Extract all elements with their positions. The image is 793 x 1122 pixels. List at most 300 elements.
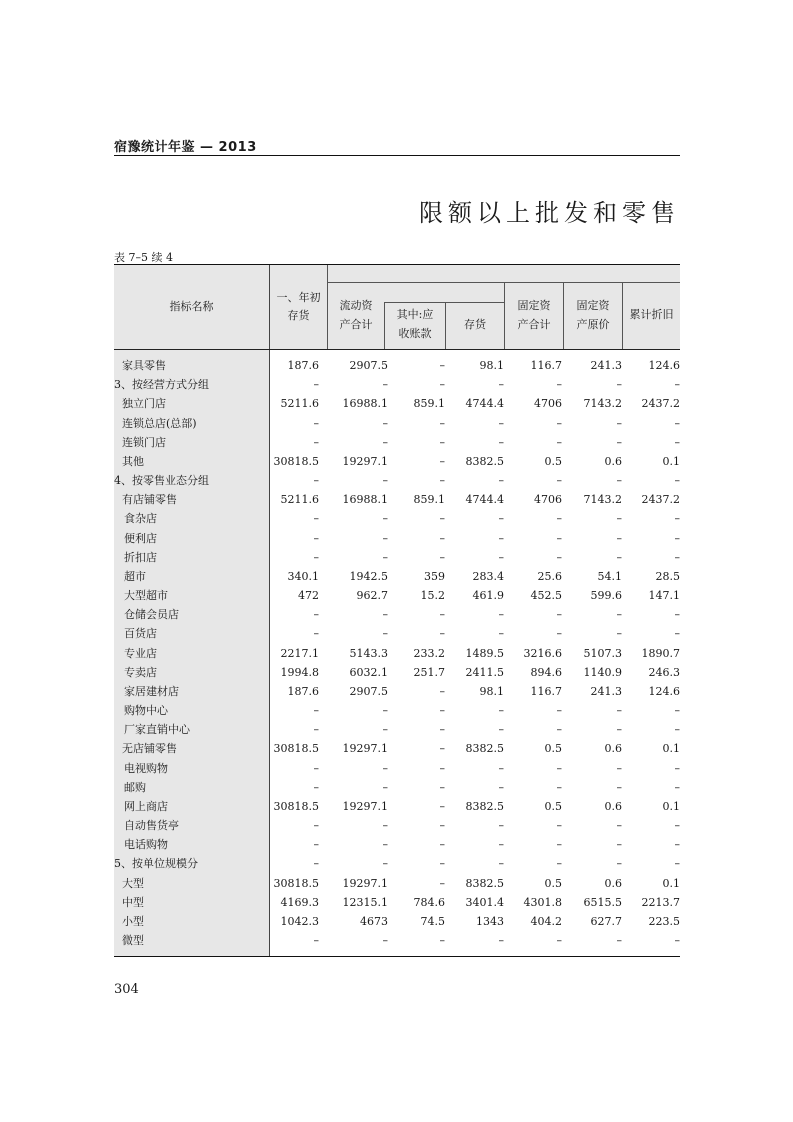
row-value: – xyxy=(616,627,622,641)
row-value: – xyxy=(313,723,319,737)
row-value: 2907.5 xyxy=(349,359,388,372)
row-value: – xyxy=(616,838,622,852)
row-value: 251.7 xyxy=(413,665,445,679)
row-value: 962.7 xyxy=(356,589,388,603)
row-value: – xyxy=(313,627,319,641)
row-value: 233.2 xyxy=(413,646,445,660)
row-value: 30818.5 xyxy=(273,454,319,468)
row-value: 7143.2 xyxy=(583,493,622,507)
table-row xyxy=(114,605,680,624)
row-value: 4706 xyxy=(534,397,562,411)
table-row xyxy=(114,529,680,548)
row-value: 0.6 xyxy=(604,876,622,890)
row-value: 30818.5 xyxy=(273,742,319,756)
table-row xyxy=(114,816,680,835)
row-value: 241.3 xyxy=(590,684,622,698)
table-row xyxy=(114,778,680,797)
row-value: – xyxy=(616,780,622,794)
row-value: 894.6 xyxy=(530,665,562,679)
row-value: 116.7 xyxy=(530,684,562,698)
page-number: 304 xyxy=(114,982,139,997)
row-value: 6032.1 xyxy=(349,665,388,679)
row-value: 452.5 xyxy=(530,589,562,603)
header-current-assets-line1: 流动资 xyxy=(339,299,373,312)
row-value: – xyxy=(556,723,562,737)
row-value: 0.1 xyxy=(662,799,680,813)
row-value: – xyxy=(498,608,504,622)
table-row xyxy=(114,874,680,893)
row-value: 28.5 xyxy=(655,569,680,583)
row-value: 246.3 xyxy=(648,665,680,679)
row-value: 3216.6 xyxy=(523,646,562,660)
row-value: – xyxy=(382,531,388,545)
row-value: – xyxy=(616,857,622,871)
row-value: – xyxy=(556,838,562,852)
row-label: 连锁总店(总部) xyxy=(122,416,197,430)
row-value: 25.6 xyxy=(537,569,562,583)
row-value: 0.1 xyxy=(662,454,680,468)
table-row xyxy=(114,854,680,873)
row-value: – xyxy=(674,780,680,794)
row-value: – xyxy=(556,378,562,392)
row-value: 8382.5 xyxy=(465,799,504,813)
row-value: 54.1 xyxy=(597,569,622,583)
row-value: – xyxy=(382,627,388,641)
row-value: 1890.7 xyxy=(641,646,680,660)
row-value: – xyxy=(313,435,319,449)
row-label: 独立门店 xyxy=(122,397,166,411)
row-value: – xyxy=(382,934,388,948)
row-value: – xyxy=(556,627,562,641)
row-label: 中型 xyxy=(122,895,144,909)
row-value: – xyxy=(498,378,504,392)
row-value: – xyxy=(313,512,319,526)
row-value: 2907.5 xyxy=(349,684,388,698)
row-value: 187.6 xyxy=(287,359,319,372)
row-value: – xyxy=(313,531,319,545)
row-label: 小型 xyxy=(122,914,144,928)
table-row xyxy=(114,471,680,490)
table-row xyxy=(114,835,680,854)
row-value: – xyxy=(439,838,445,852)
row-value: – xyxy=(382,608,388,622)
row-value: – xyxy=(498,723,504,737)
row-value: – xyxy=(313,474,319,488)
table-row xyxy=(114,912,680,931)
row-value: 124.6 xyxy=(648,684,680,698)
row-label: 超市 xyxy=(124,569,146,583)
row-value: 627.7 xyxy=(590,914,622,928)
row-value: – xyxy=(313,780,319,794)
row-value: 404.2 xyxy=(530,914,562,928)
row-value: – xyxy=(313,378,319,392)
row-value: 8382.5 xyxy=(465,742,504,756)
table-bottom-rule xyxy=(114,956,680,957)
row-label: 3、按经营方式分组 xyxy=(114,378,209,392)
row-value: 30818.5 xyxy=(273,876,319,890)
row-label: 食杂店 xyxy=(124,512,157,526)
chapter-title: 限额以上批发和零售 xyxy=(419,199,680,227)
row-value: 0.5 xyxy=(544,742,562,756)
row-label: 专卖店 xyxy=(124,665,157,679)
table-row xyxy=(114,663,680,682)
row-value: – xyxy=(674,512,680,526)
row-value: – xyxy=(439,780,445,794)
row-value: 5107.3 xyxy=(583,646,622,660)
row-value: 19297.1 xyxy=(342,742,388,756)
row-value: – xyxy=(498,780,504,794)
row-value: – xyxy=(674,608,680,622)
row-value: 74.5 xyxy=(420,914,445,928)
row-value: – xyxy=(313,550,319,564)
row-value: – xyxy=(498,704,504,718)
row-value: 147.1 xyxy=(648,589,680,603)
row-label: 连锁门店 xyxy=(122,435,166,449)
table-row xyxy=(114,490,680,509)
data-table xyxy=(114,264,680,958)
row-value: – xyxy=(674,474,680,488)
row-value: – xyxy=(498,627,504,641)
row-value: 4706 xyxy=(534,493,562,507)
row-value: 12315.1 xyxy=(342,895,388,909)
table-row xyxy=(114,375,680,394)
row-value: 19297.1 xyxy=(342,454,388,468)
row-value: – xyxy=(439,454,445,468)
table-row xyxy=(114,509,680,528)
row-value: – xyxy=(382,416,388,430)
row-value: – xyxy=(556,416,562,430)
row-value: 19297.1 xyxy=(342,876,388,890)
row-value: – xyxy=(498,416,504,430)
row-value: – xyxy=(382,780,388,794)
table-row xyxy=(114,682,680,701)
header-opening-inventory-line2: 存货 xyxy=(287,309,310,322)
row-value: – xyxy=(498,474,504,488)
row-value: 0.1 xyxy=(662,876,680,890)
row-value: 3401.4 xyxy=(465,895,504,909)
row-value: – xyxy=(616,550,622,564)
table-row xyxy=(114,414,680,433)
row-value: – xyxy=(382,704,388,718)
row-value: 859.1 xyxy=(413,397,445,411)
row-value: – xyxy=(674,416,680,430)
row-value: – xyxy=(439,704,445,718)
header-indicator: 指标名称 xyxy=(169,300,214,313)
row-value: – xyxy=(382,474,388,488)
table-row xyxy=(114,586,680,605)
row-label: 折扣店 xyxy=(124,550,157,564)
row-label: 便利店 xyxy=(124,531,157,545)
table-row xyxy=(114,739,680,758)
row-value: – xyxy=(674,378,680,392)
row-value: 16988.1 xyxy=(342,493,388,507)
row-value: – xyxy=(439,799,445,813)
row-value: – xyxy=(556,608,562,622)
row-value: 599.6 xyxy=(590,589,622,603)
row-value: 5211.6 xyxy=(280,397,319,411)
table-row xyxy=(114,893,680,912)
row-label: 其他 xyxy=(122,454,144,468)
header-fixed-assets-original-line2: 产原价 xyxy=(576,318,610,331)
header-receivable-line2: 收账款 xyxy=(398,327,432,340)
row-label: 4、按零售业态分组 xyxy=(114,474,209,488)
row-value: 2217.1 xyxy=(280,646,319,660)
header-fixed-assets-total-line2: 产合计 xyxy=(517,318,551,331)
row-value: – xyxy=(313,608,319,622)
row-value: – xyxy=(616,474,622,488)
row-value: – xyxy=(439,761,445,775)
row-value: – xyxy=(439,359,445,372)
table-row xyxy=(114,931,680,950)
table-row xyxy=(114,567,680,586)
row-value: 0.1 xyxy=(662,742,680,756)
table-row xyxy=(114,548,680,567)
row-value: – xyxy=(439,627,445,641)
row-value: – xyxy=(616,761,622,775)
row-value: – xyxy=(313,704,319,718)
row-value: 241.3 xyxy=(590,359,622,372)
table-top-rule xyxy=(114,264,680,265)
table-row xyxy=(114,356,680,375)
row-value: – xyxy=(313,416,319,430)
row-value: – xyxy=(674,761,680,775)
row-value: – xyxy=(616,723,622,737)
row-value: 0.5 xyxy=(544,454,562,468)
row-label: 电话购物 xyxy=(124,838,168,852)
row-value: 8382.5 xyxy=(465,876,504,890)
row-label: 微型 xyxy=(122,934,144,948)
row-value: 124.6 xyxy=(648,359,680,372)
row-value: 98.1 xyxy=(479,359,504,372)
row-value: – xyxy=(556,435,562,449)
row-label: 无店铺零售 xyxy=(122,742,177,756)
row-value: – xyxy=(498,512,504,526)
row-value: – xyxy=(616,531,622,545)
row-value: 2213.7 xyxy=(641,895,680,909)
running-head: 宿豫统计年鉴 — 2013 xyxy=(114,140,257,155)
row-value: – xyxy=(439,378,445,392)
row-value: 859.1 xyxy=(413,493,445,507)
row-value: – xyxy=(674,550,680,564)
row-value: – xyxy=(616,378,622,392)
row-label: 厂家直销中心 xyxy=(124,723,190,737)
row-value: – xyxy=(439,684,445,698)
row-value: – xyxy=(498,838,504,852)
table-row xyxy=(114,644,680,663)
row-label: 5、按单位规模分 xyxy=(114,857,198,871)
header-rule xyxy=(114,155,680,156)
row-label: 仓储会员店 xyxy=(124,608,179,622)
table-row xyxy=(114,701,680,720)
row-value: 784.6 xyxy=(413,895,445,909)
row-value: – xyxy=(556,934,562,948)
row-value: – xyxy=(616,435,622,449)
row-value: – xyxy=(674,857,680,871)
row-value: 0.6 xyxy=(604,742,622,756)
row-value: – xyxy=(498,531,504,545)
row-value: – xyxy=(382,857,388,871)
row-value: – xyxy=(382,723,388,737)
row-value: – xyxy=(674,838,680,852)
row-value: – xyxy=(498,934,504,948)
row-label: 家具零售 xyxy=(122,359,166,372)
row-value: – xyxy=(439,857,445,871)
table-row xyxy=(114,394,680,413)
header-receivable-line1: 其中:应 xyxy=(396,308,434,321)
row-value: – xyxy=(439,550,445,564)
row-value: 116.7 xyxy=(530,359,562,372)
table-row xyxy=(114,797,680,816)
row-value: – xyxy=(439,608,445,622)
row-value: – xyxy=(674,819,680,833)
row-value: – xyxy=(616,512,622,526)
row-value: 4744.4 xyxy=(465,493,504,507)
row-label: 自动售货亭 xyxy=(124,819,179,833)
row-value: – xyxy=(382,819,388,833)
header-fixed-assets-original-line1: 固定资 xyxy=(576,299,610,312)
row-value: – xyxy=(556,550,562,564)
row-value: – xyxy=(674,934,680,948)
row-value: 6515.5 xyxy=(583,895,622,909)
row-value: – xyxy=(382,435,388,449)
row-value: – xyxy=(498,550,504,564)
table-row xyxy=(114,720,680,739)
row-value: – xyxy=(382,378,388,392)
row-value: 461.9 xyxy=(472,589,504,603)
row-value: – xyxy=(674,627,680,641)
row-value: – xyxy=(556,704,562,718)
row-value: 1489.5 xyxy=(465,646,504,660)
row-value: – xyxy=(556,780,562,794)
row-value: – xyxy=(556,761,562,775)
row-value: 283.4 xyxy=(472,569,504,583)
header-bottom-rule xyxy=(114,349,680,350)
row-value: 4301.8 xyxy=(523,895,562,909)
header-inventory: 存货 xyxy=(464,318,486,331)
row-value: 1942.5 xyxy=(349,569,388,583)
row-value: 2437.2 xyxy=(641,493,680,507)
row-value: – xyxy=(439,934,445,948)
row-label: 专业店 xyxy=(124,646,157,660)
row-value: 187.6 xyxy=(287,684,319,698)
row-value: – xyxy=(382,838,388,852)
row-value: 2411.5 xyxy=(465,665,504,679)
row-value: 5211.6 xyxy=(280,493,319,507)
row-value: – xyxy=(382,512,388,526)
row-value: 0.6 xyxy=(604,799,622,813)
row-value: – xyxy=(313,761,319,775)
row-value: 1140.9 xyxy=(583,665,622,679)
row-value: – xyxy=(439,474,445,488)
row-value: – xyxy=(674,531,680,545)
row-value: – xyxy=(498,761,504,775)
row-value: – xyxy=(439,531,445,545)
row-value: 19297.1 xyxy=(342,799,388,813)
row-value: – xyxy=(382,761,388,775)
row-value: – xyxy=(616,704,622,718)
row-label: 购物中心 xyxy=(124,704,168,718)
row-value: – xyxy=(616,608,622,622)
row-value: 0.6 xyxy=(604,454,622,468)
row-value: – xyxy=(382,550,388,564)
row-value: – xyxy=(498,435,504,449)
row-value: 30818.5 xyxy=(273,799,319,813)
header-accumulated-depreciation: 累计折旧 xyxy=(629,308,674,321)
row-value: 7143.2 xyxy=(583,397,622,411)
header-current-assets-line2: 产合计 xyxy=(339,318,373,331)
row-value: – xyxy=(439,416,445,430)
row-value: 4744.4 xyxy=(465,397,504,411)
row-label: 百货店 xyxy=(124,627,157,641)
row-value: 1343 xyxy=(476,914,504,928)
row-value: 8382.5 xyxy=(465,454,504,468)
row-value: – xyxy=(313,934,319,948)
row-value: – xyxy=(439,742,445,756)
row-label: 有店铺零售 xyxy=(122,493,177,507)
header-divider xyxy=(384,302,504,303)
row-value: – xyxy=(616,934,622,948)
row-value: – xyxy=(439,512,445,526)
table-row xyxy=(114,452,680,471)
row-value: 2437.2 xyxy=(641,397,680,411)
row-value: 1994.8 xyxy=(280,665,319,679)
row-label: 邮购 xyxy=(124,780,146,794)
row-value: 223.5 xyxy=(648,914,680,928)
row-value: – xyxy=(674,704,680,718)
row-value: 359 xyxy=(424,569,445,583)
row-value: – xyxy=(439,876,445,890)
row-label: 家居建材店 xyxy=(124,684,179,698)
row-value: – xyxy=(498,857,504,871)
row-value: – xyxy=(556,819,562,833)
row-label: 大型 xyxy=(122,876,144,890)
table-row xyxy=(114,759,680,778)
row-value: 340.1 xyxy=(287,569,319,583)
row-value: – xyxy=(674,435,680,449)
row-value: 0.5 xyxy=(544,799,562,813)
row-value: 98.1 xyxy=(479,684,504,698)
row-value: – xyxy=(556,474,562,488)
table-row xyxy=(114,433,680,452)
row-label: 大型超市 xyxy=(124,589,168,603)
row-label: 网上商店 xyxy=(124,799,168,813)
row-value: 472 xyxy=(298,589,319,603)
row-value: – xyxy=(556,531,562,545)
row-label: 电视购物 xyxy=(124,761,168,775)
row-value: – xyxy=(556,857,562,871)
row-value: – xyxy=(439,435,445,449)
header-opening-inventory-line1: 一、年初 xyxy=(276,291,321,304)
row-value: – xyxy=(313,838,319,852)
row-value: – xyxy=(556,512,562,526)
row-value: 4169.3 xyxy=(280,895,319,909)
row-value: 1042.3 xyxy=(280,914,319,928)
row-value: 5143.3 xyxy=(349,646,388,660)
row-value: – xyxy=(313,819,319,833)
table-row xyxy=(114,624,680,643)
row-value: 4673 xyxy=(360,914,388,928)
row-value: 0.5 xyxy=(544,876,562,890)
row-value: – xyxy=(498,819,504,833)
row-value: – xyxy=(616,416,622,430)
row-value: – xyxy=(674,723,680,737)
row-value: – xyxy=(439,819,445,833)
row-value: – xyxy=(439,723,445,737)
table-caption: 表 7–5 续 4 xyxy=(114,251,173,264)
row-value: 16988.1 xyxy=(342,397,388,411)
row-value: – xyxy=(313,857,319,871)
row-value: 15.2 xyxy=(420,589,445,603)
